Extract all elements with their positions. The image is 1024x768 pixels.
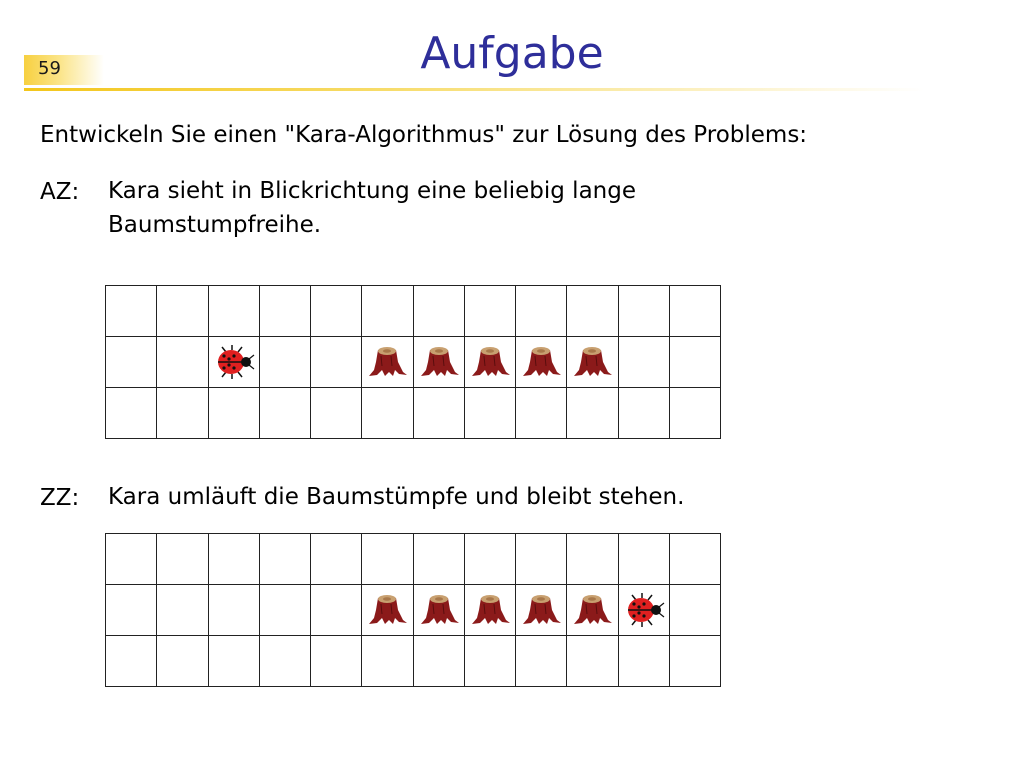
grid-cell <box>670 286 721 337</box>
grid-cell <box>567 534 618 585</box>
tree-stump-icon <box>570 342 614 382</box>
grid-cell <box>516 337 567 388</box>
grid-cell <box>619 286 670 337</box>
grid-cell <box>260 534 311 585</box>
start-world-grid <box>105 285 721 439</box>
grid-cell <box>106 286 157 337</box>
grid-cell <box>414 286 465 337</box>
grid-cell <box>209 337 260 388</box>
grid-cell <box>465 585 516 636</box>
grid-cell <box>157 585 208 636</box>
grid-cell <box>209 585 260 636</box>
grid-cell <box>106 636 157 687</box>
grid-cell <box>670 337 721 388</box>
grid-cell <box>414 636 465 687</box>
tree-stump-icon <box>365 590 409 630</box>
page-title: Aufgabe <box>420 28 604 79</box>
grid-cell <box>567 337 618 388</box>
grid-cell <box>260 337 311 388</box>
tree-stump-icon <box>468 342 512 382</box>
grid-cell <box>619 337 670 388</box>
grid-cell <box>157 534 208 585</box>
grid-cell <box>516 388 567 439</box>
zz-label: ZZ: <box>40 485 80 511</box>
grid-cell <box>567 286 618 337</box>
grid-cell <box>311 585 362 636</box>
grid-cell <box>619 585 670 636</box>
grid-cell <box>670 534 721 585</box>
grid-cell <box>465 388 516 439</box>
grid-cell <box>362 534 413 585</box>
grid-cell <box>414 337 465 388</box>
grid-cell <box>106 534 157 585</box>
grid-cell <box>106 585 157 636</box>
grid-cell <box>260 636 311 687</box>
grid-cell <box>619 388 670 439</box>
grid-cell <box>311 388 362 439</box>
grid-cell <box>567 585 618 636</box>
grid-cell <box>465 286 516 337</box>
grid-cell <box>260 388 311 439</box>
ladybug-icon <box>212 342 256 382</box>
grid-cell <box>516 585 567 636</box>
az-label: AZ: <box>40 179 80 205</box>
grid-cell <box>157 286 208 337</box>
grid-cell <box>209 286 260 337</box>
grid-cell <box>260 585 311 636</box>
grid-cell <box>157 337 208 388</box>
grid-cell <box>311 636 362 687</box>
grid-cell <box>209 636 260 687</box>
grid-cell <box>362 585 413 636</box>
grid-cell <box>260 286 311 337</box>
grid-cell <box>619 534 670 585</box>
tree-stump-icon <box>417 590 461 630</box>
grid-cell <box>311 534 362 585</box>
grid-cell <box>670 636 721 687</box>
grid-cell <box>516 534 567 585</box>
tree-stump-icon <box>519 590 563 630</box>
goal-world-grid <box>105 533 721 687</box>
tree-stump-icon <box>365 342 409 382</box>
tree-stump-icon <box>417 342 461 382</box>
grid-cell <box>670 585 721 636</box>
task-intro: Entwickeln Sie einen "Kara-Algorithmus" zur Lösung des Problems: <box>40 122 808 148</box>
grid-cell <box>209 534 260 585</box>
tree-stump-icon <box>570 590 614 630</box>
grid-cell <box>567 636 618 687</box>
grid-cell <box>414 585 465 636</box>
az-description: Kara sieht in Blickrichtung eine beliebig lange Baumstumpfreihe. <box>108 178 636 238</box>
grid-cell <box>465 534 516 585</box>
grid-cell <box>157 636 208 687</box>
grid-cell <box>362 337 413 388</box>
slide-number: 59 <box>38 58 61 79</box>
zz-description: Kara umläuft die Baumstümpfe und bleibt stehen. <box>108 484 685 510</box>
title-underline <box>24 88 924 91</box>
grid-cell <box>414 534 465 585</box>
grid-cell <box>106 388 157 439</box>
grid-cell <box>414 388 465 439</box>
tree-stump-icon <box>468 590 512 630</box>
grid-cell <box>362 286 413 337</box>
grid-cell <box>362 636 413 687</box>
grid-cell <box>465 337 516 388</box>
grid-cell <box>157 388 208 439</box>
grid-cell <box>106 337 157 388</box>
grid-cell <box>465 636 516 687</box>
grid-cell <box>567 388 618 439</box>
grid-cell <box>670 388 721 439</box>
grid-cell <box>209 388 260 439</box>
ladybug-icon <box>622 590 666 630</box>
grid-cell <box>311 337 362 388</box>
grid-cell <box>516 636 567 687</box>
grid-cell <box>516 286 567 337</box>
grid-cell <box>619 636 670 687</box>
grid-cell <box>311 286 362 337</box>
grid-cell <box>362 388 413 439</box>
tree-stump-icon <box>519 342 563 382</box>
